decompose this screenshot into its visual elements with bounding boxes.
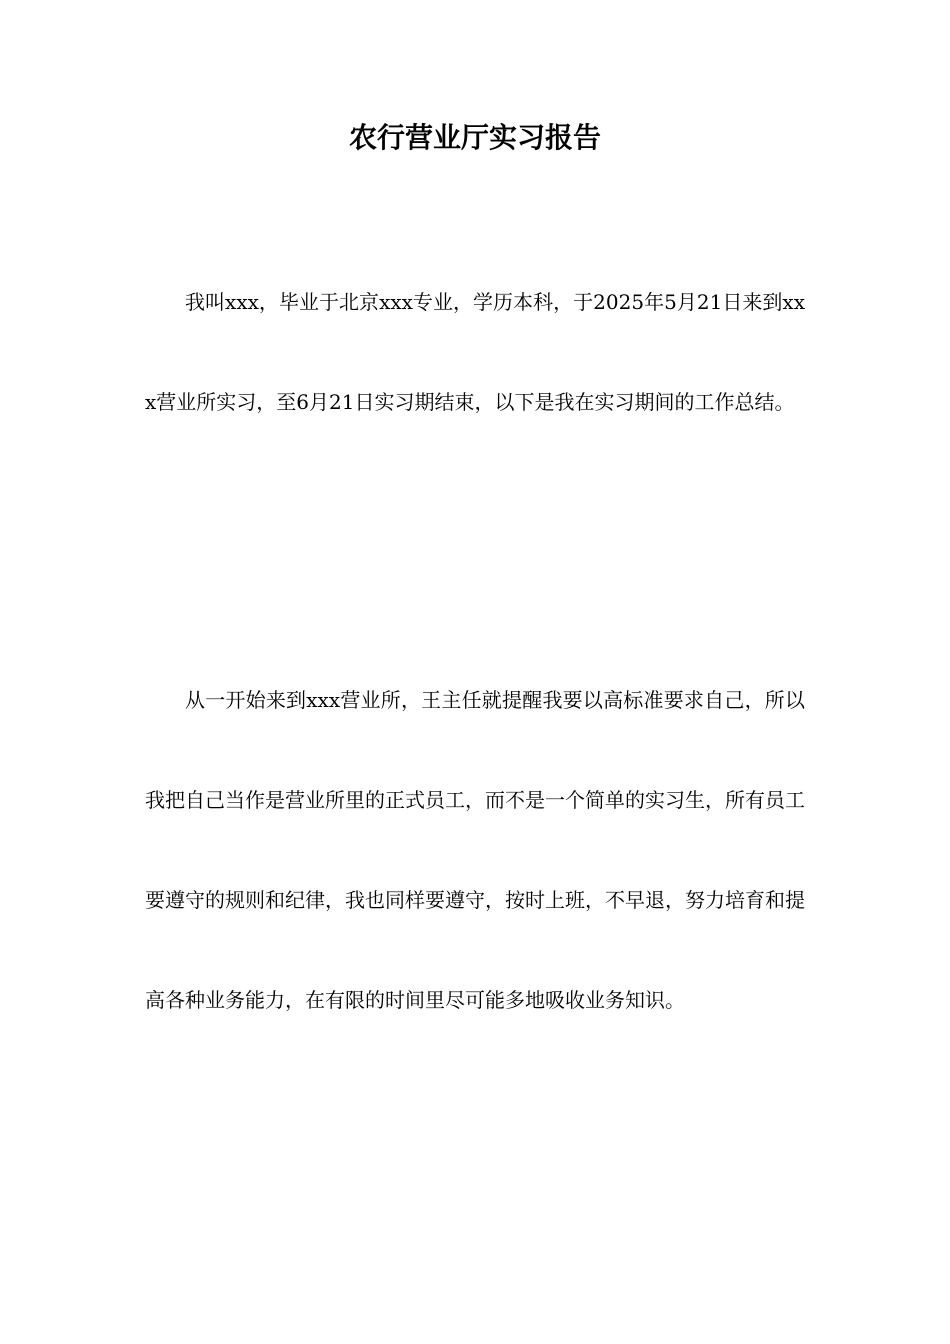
document-title: 农行营业厅实习报告 [348, 121, 601, 154]
paragraph-1: 我叫xxx，毕业于北京xxx专业，学历本科，于2025年5月21日来到xxx营业所实习，至6月21日实习期结束，以下是我在实习期间的工作总结。 [145, 290, 805, 414]
paragraph-2: 从一开始来到xxx营业所，王主任就提醒我要以高标准要求自己，所以我把自己当作是营业所里的正式员工，而不是一个简单的实习生，所有员工要遵守的规则和纪律，我也同样要遵守，按时上班，不早退，努力培育和提高各种业务能力，在有限的时间里尽可能多地吸收业务知识。 [145, 688, 805, 1012]
